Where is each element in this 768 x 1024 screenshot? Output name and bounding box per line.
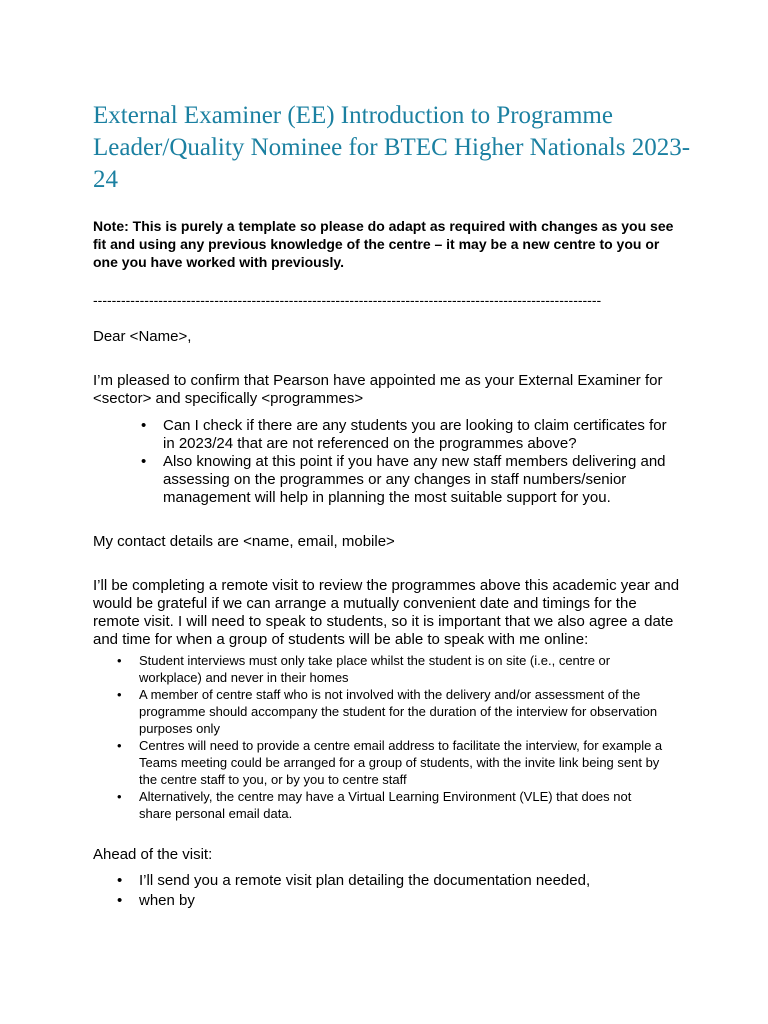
list-item: • Can I check if there are any students you are looking to claim certificates for in 2023/24 that are not referenced on the programmes above?	[163, 417, 678, 453]
document-page	[93, 100, 693, 911]
list-item: • I’ll send you a remote visit plan detailing the documentation needed,	[139, 871, 664, 891]
ahead-list	[139, 871, 664, 911]
list-item: • when by	[139, 891, 664, 911]
list-item: • Alternatively, the centre may have a Virtual Learning Environment (VLE) that does not share personal email data.	[139, 788, 664, 822]
list-item: • Centres will need to provide a centre email address to facilitate the interview, for example a Teams meeting could be arranged for a group of students, with the invite link being sent by the centre staff to you, or by you to centre staff	[139, 737, 664, 788]
divider-line: -------------------------------------------------------------------------------------------------------------	[93, 292, 602, 308]
ahead-heading: Ahead of the visit:	[93, 846, 213, 863]
template-note: Note: This is purely a template so please do adapt as required with changes as you see fit and using any previous knowledge of the centre – it may be a new centre to you or one you have worked with previously.	[93, 218, 674, 270]
document-title: External Examiner (EE) Introduction to Programme Leader/Quality Nominee for BTEC Higher Nationals 2023-24	[93, 102, 691, 193]
remote-visit-list	[139, 652, 664, 822]
intro-paragraph: I’m pleased to confirm that Pearson have appointed me as your External Examiner for <sector> and specifically <programmes>	[93, 372, 663, 407]
remote-visit-paragraph: I’ll be completing a remote visit to review the programmes above this academic year and would be grateful if we can arrange a mutually convenient date and timings for the remote visit. I will need to speak to students, so it is important that we also agree a date and time for when a group of students will be able to speak with me online:	[93, 577, 680, 648]
list-item: • Student interviews must only take place whilst the student is on site (i.e., centre or workplace) and never in their homes	[139, 652, 664, 686]
intro-list	[163, 417, 678, 507]
greeting: Dear <Name>,	[93, 328, 192, 345]
contact-details: My contact details are <name, email, mobile>	[93, 533, 395, 550]
list-item: • A member of centre staff who is not involved with the delivery and/or assessment of the programme should accompany the student for the duration of the interview for observation purposes only	[139, 686, 664, 737]
list-item: • Also knowing at this point if you have any new staff members delivering and assessing on the programmes or any changes in staff numbers/senior management will help in planning the most suitable support for you.	[163, 453, 678, 507]
